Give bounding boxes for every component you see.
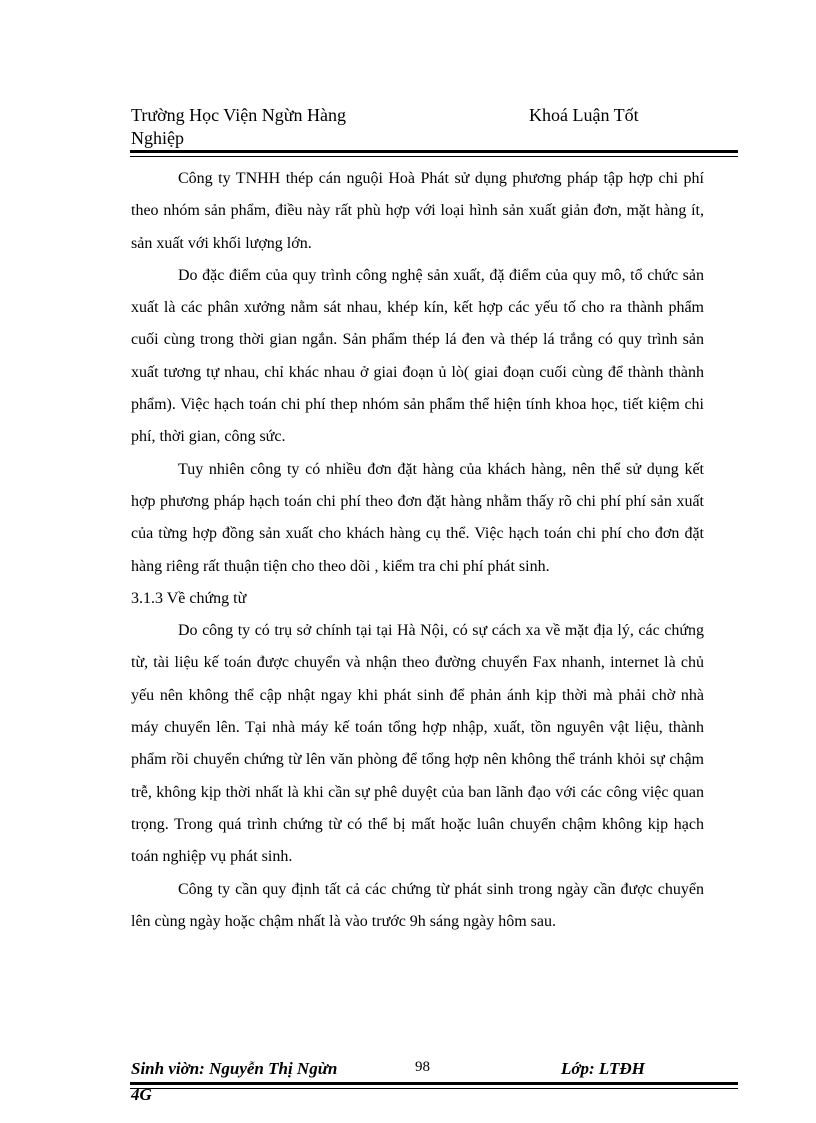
page-number: 98	[415, 1059, 430, 1075]
footer-rule-thick	[130, 1082, 738, 1085]
footer-class: Lớp: LTĐH	[561, 1059, 645, 1078]
paragraph-5: Công ty cần quy định tất cả các chứng từ phát sinh trong ngày cần được chuyển lên cùng ngày hoặc chậm nhất là vào trước 9h sáng ngày hôm sau.	[131, 880, 704, 930]
footer-student: Sinh viờn: Nguyễn Thị Ngừn	[131, 1059, 338, 1078]
header-left: Trường Học Viện Ngừn Hàng	[131, 105, 346, 125]
body-text	[131, 163, 704, 938]
footer-student-line2: 4G	[131, 1085, 152, 1104]
paragraph-2: Do đặc điểm của quy trình công nghệ sản xuất, đặ điểm của quy mô, tổ chức sản xuất là các phân xưởng nằm sát nhau, khép kín, kết hợp các yếu tố cho ra thành phẩm cuối cùng trong thời gian ngắn. Sản phẩm thép lá đen và thép lá trắng có quy trình sản xuất tương tự nhau, chỉ khác nhau ở giai đoạn ủ lò( giai đoạn cuối cùng để thành thành phẩm). Việc hạch toán chi phí thep nhóm sản phẩm thể hiện tính khoa học, tiết kiệm chi phí, thời gian, công sức.	[131, 266, 704, 446]
header-left-line2: Nghiệp	[131, 128, 184, 148]
section-heading: 3.1.3 Về chứng từ	[131, 589, 247, 607]
paragraph-1: Công ty TNHH thép cán nguội Hoà Phát sử dụng phương pháp tập hợp chi phí theo nhóm sản phẩm, điều này rất phù hợp với loại hình sản xuất giản đơn, mặt hàng ít, sản xuất với khối lượng lớn.	[131, 170, 704, 252]
header-rule-thick	[130, 150, 738, 153]
header-right: Khoá Luận Tốt	[529, 105, 639, 125]
footer-rule-thin	[130, 1088, 738, 1089]
header-rule-thin	[130, 156, 738, 157]
paragraph-3: Tuy nhiên công ty có nhiều đơn đặt hàng của khách hàng, nên thể sử dụng kết hợp phương pháp hạch toán chi phí theo đơn đặt hàng nhằm thấy rõ chi phí phí sản xuất của từng hợp đồng sản xuất cho khách hàng cụ thể. Việc hạch toán chi phí cho đơn đặt hàng riêng rất thuận tiện cho theo dõi , kiểm tra chi phí phát sinh.	[131, 460, 704, 575]
paragraph-4: Do công ty có trụ sở chính tại tại Hà Nội, có sự cách xa về mặt địa lý, các chứng từ, tài liệu kế toán được chuyển và nhận theo đường chuyển Fax nhanh, internet là chủ yếu nên không thể cập nhật ngay khi phát sinh để phản ánh kịp thời mà phải chờ nhà máy chuyển lên. Tại nhà máy kế toán tổng hợp nhập, xuất, tồn nguyên vật liệu, thành phẩm rồi chuyển chứng từ lên văn phòng để tổng hợp nên không thể tránh khỏi sự chậm trễ, không kịp thời nhất là khi cần sự phê duyệt của ban lãnh đạo với các công việc quan trọng. Trong quá trình chứng từ có thể bị mất hoặc luân chuyển chậm không kịp hạch toán nghiệp vụ phát sinh.	[131, 622, 704, 866]
